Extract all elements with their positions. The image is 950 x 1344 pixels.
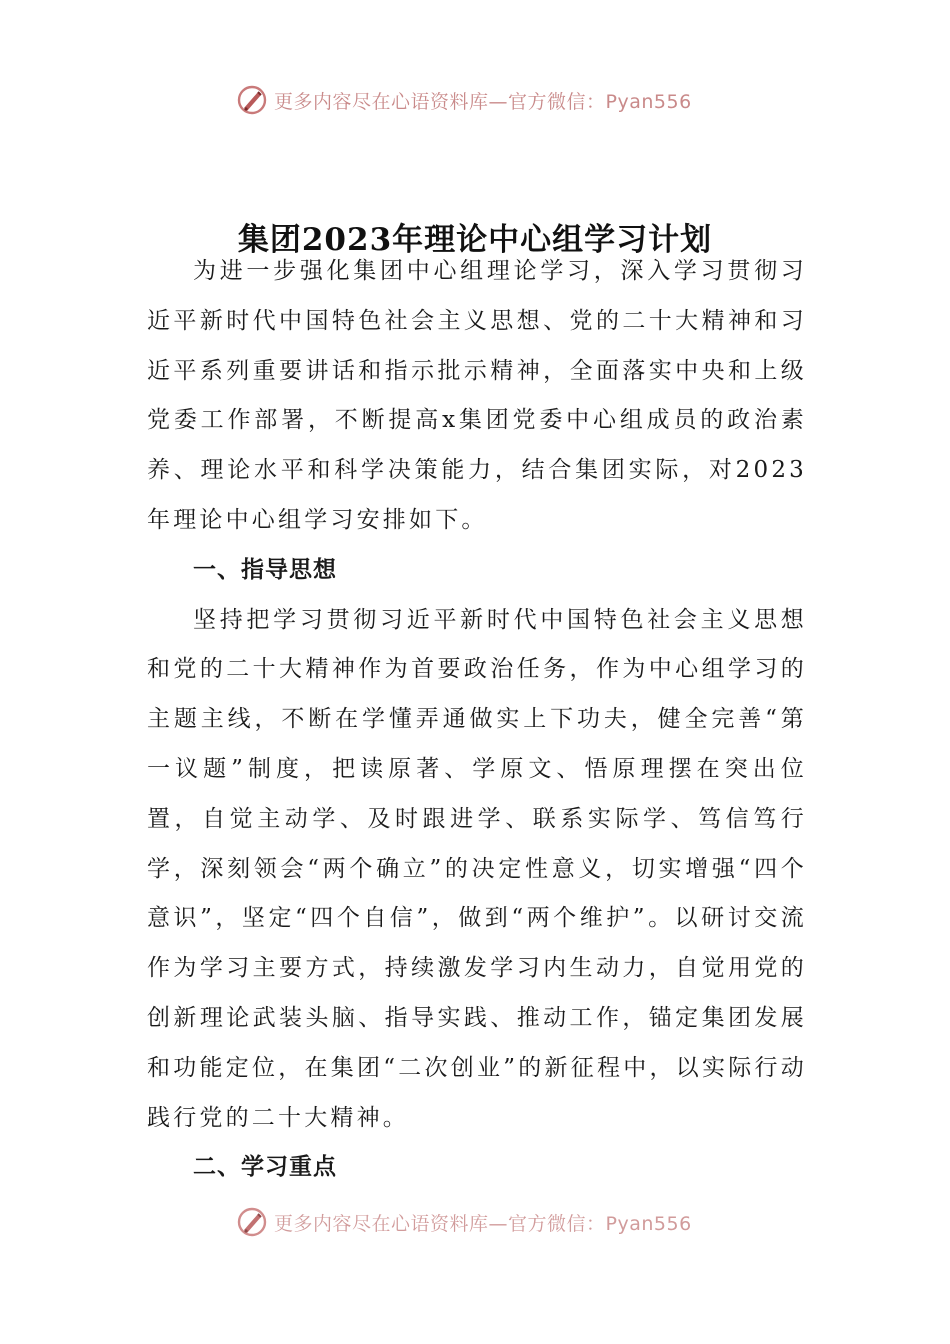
pen-logo-icon [236,84,268,116]
section-heading-study-focus: 二、学习重点 [193,1154,337,1181]
section-heading-guiding-ideology: 一、指导思想 [193,556,337,583]
document-body [147,247,807,1193]
intro-paragraph: 为进一步强化集团中心组理论学习，深入学习贯彻习近平新时代中国特色社会主义思想、党的二十大精神和习近平系列重要讲话和指示批示精神，全面落实中央和上级党委工作部署，不断提高x集团党委中心组成员的政治素养、理论水平和科学决策能力，结合集团实际，对2023年理论中心组学习安排如下。 [147,258,807,533]
watermark-text: 更多内容尽在心语资料库—官方微信：Pyan556 [274,1212,692,1235]
watermark-header [236,84,692,116]
pen-logo-icon [236,1206,268,1238]
guiding-ideology-paragraph: 坚持把学习贯彻习近平新时代中国特色社会主义思想和党的二十大精神作为首要政治任务，作为中心组学习的主题主线，不断在学懂弄通做实上下功夫，健全完善“第一议题”制度，把读原著、学原文、悟原理摆在突出位置，自觉主动学、及时跟进学、联系实际学、笃信笃行学，深刻领会“两个确立”的决定性意义，切实增强“四个意识”，坚定“四个自信”，做到“两个维护”。以研讨交流作为学习主要方式，持续激发学习内生动力，自觉用党的创新理论武装头脑、指导实践、推动工作，锚定集团发展和功能定位，在集团“二次创业”的新征程中，以实际行动践行党的二十大精神。 [147,606,807,1131]
document-title: 集团2023年理论中心组学习计划 [237,221,713,258]
watermark-text: 更多内容尽在心语资料库—官方微信：Pyan556 [274,90,692,113]
watermark-footer [236,1206,692,1238]
